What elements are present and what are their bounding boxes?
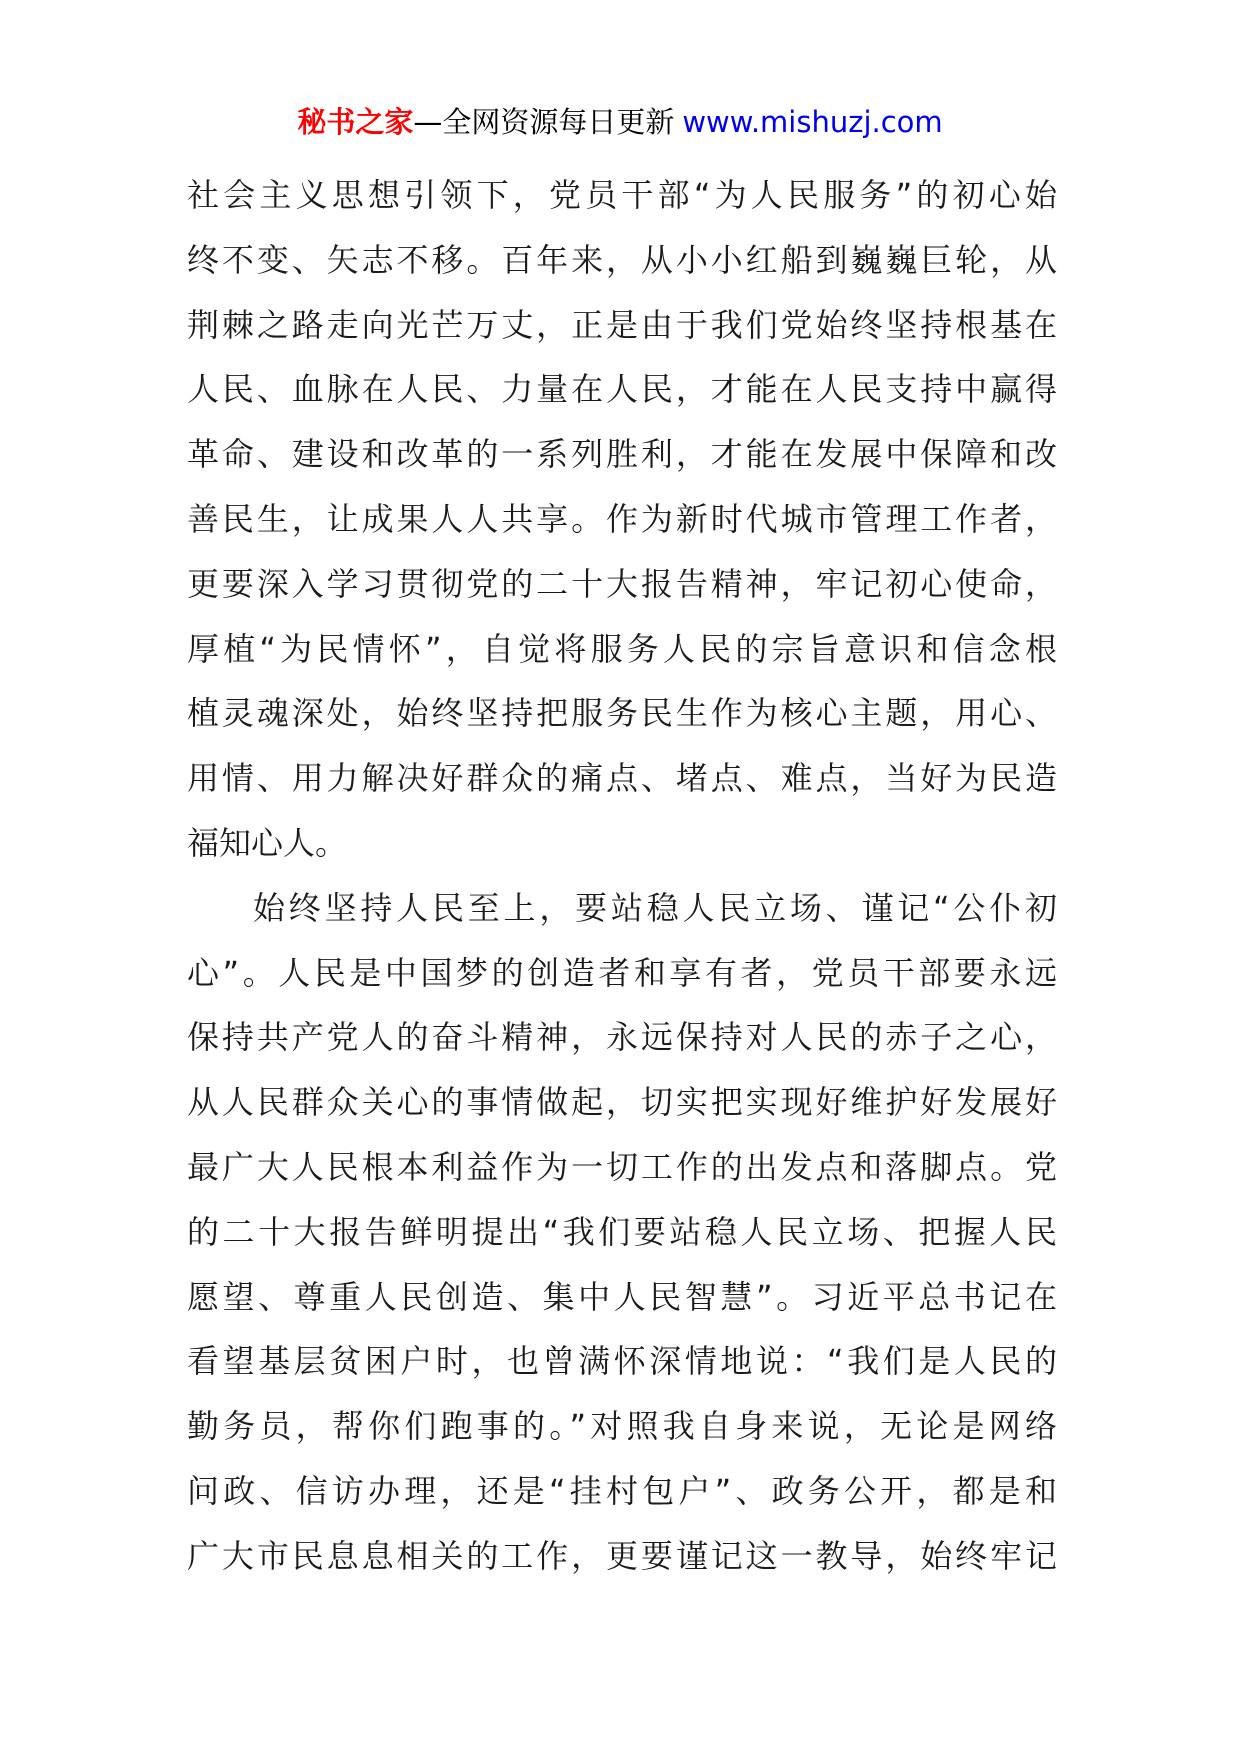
text-line: 愿望、尊重人民创造、集中人民智慧”。习近平总书记在 (187, 1277, 1057, 1316)
document-body (187, 163, 1057, 1589)
text-line: 革命、建设和改革的一系列胜利，才能在发展中保障和改 (187, 435, 1057, 474)
text-line: 善民生，让成果人人共享。作为新时代城市管理工作者， (187, 499, 1057, 538)
page-header (0, 100, 1240, 144)
paragraph-start-line: 始终坚持人民至上，要站稳人民立场、谨记“公仆初 (253, 888, 1057, 927)
text-line: 保持共产党人的奋斗精神，永远保持对人民的赤子之心， (187, 1018, 1057, 1057)
text-line: 社会主义思想引领下，党员干部“为人民服务”的初心始 (187, 176, 1057, 214)
text-line: 从人民群众关心的事情做起，切实把实现好维护好发展好 (187, 1083, 1057, 1122)
text-line: 厚植“为民情怀”，自觉将服务人民的宗旨意识和信念根 (187, 629, 1057, 668)
text-line: 终不变、矢志不移。百年来，从小小红船到巍巍巨轮，从 (187, 240, 1057, 279)
text-line: 人民、血脉在人民、力量在人民，才能在人民支持中赢得 (187, 370, 1057, 409)
text-line: 心”。人民是中国梦的创造者和享有者，党员干部要永远 (187, 953, 1057, 992)
text-line: 勤务员，帮你们跑事的。”对照我自身来说，无论是网络 (187, 1407, 1057, 1446)
text-line: 用情、用力解决好群众的痛点、堵点、难点，当好为民造 (187, 759, 1057, 798)
site-url-link[interactable]: www.mishuzj.com (682, 105, 943, 139)
text-line: 荆棘之路走向光芒万丈，正是由于我们党始终坚持根基在 (187, 305, 1057, 344)
paragraph-end-line: 福知心人。 (187, 823, 348, 862)
text-line: 最广大人民根本利益作为一切工作的出发点和落脚点。党 (187, 1147, 1057, 1186)
text-line: 问政、信访办理，还是“挂村包户”、政务公开，都是和 (187, 1471, 1057, 1510)
site-tagline: —全网资源每日更新 (413, 105, 675, 139)
text-line: 广大市民息息相关的工作，更要谨记这一教导，始终牢记 (187, 1536, 1057, 1575)
text-line: 植灵魂深处，始终坚持把服务民生作为核心主题，用心、 (187, 694, 1057, 733)
text-line: 的二十大报告鲜明提出“我们要站稳人民立场、把握人民 (187, 1212, 1057, 1251)
text-line: 更要深入学习贯彻党的二十大报告精神，牢记初心使命， (187, 564, 1057, 603)
text-line: 看望基层贫困户时，也曾满怀深情地说：“我们是人民的 (187, 1342, 1057, 1381)
site-brand: 秘书之家 (297, 105, 414, 139)
